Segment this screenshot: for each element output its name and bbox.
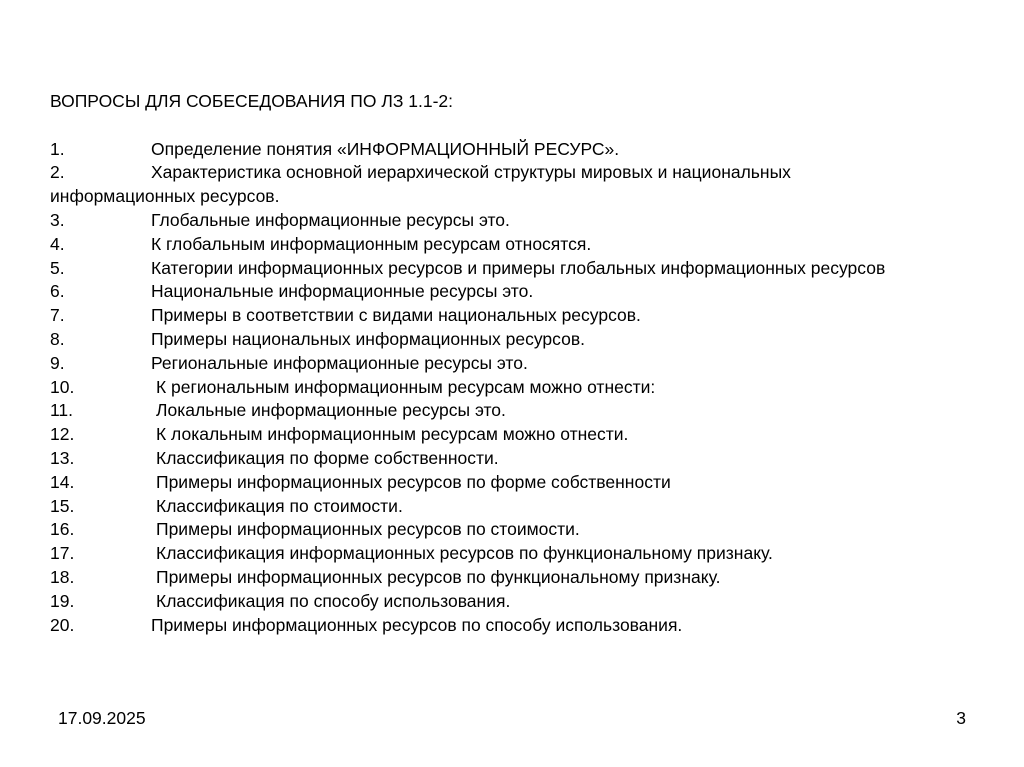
question-text-continuation: информационных ресурсов. <box>50 186 280 207</box>
question-item <box>50 566 1010 590</box>
question-text: Глобальные информационные ресурсы это. <box>151 209 510 230</box>
question-text: К локальным информационным ресурсам можно отнести. <box>156 424 629 445</box>
question-number: 19. <box>50 590 75 611</box>
question-item <box>50 376 1010 400</box>
question-text: Региональные информационные ресурсы это. <box>151 352 528 373</box>
question-text: Классификация информационных ресурсов по функциональному признаку. <box>156 543 773 564</box>
question-list <box>50 138 1010 638</box>
question-item <box>50 471 1010 495</box>
slide-content <box>50 90 1010 637</box>
question-text: Локальные информационные ресурсы это. <box>156 400 506 421</box>
question-number: 13. <box>50 447 75 468</box>
question-text: К региональным информационным ресурсам можно отнести: <box>156 376 656 397</box>
question-text: Характеристика основной иерархической структуры мировых и национальных <box>151 162 791 183</box>
question-text: Примеры информационных ресурсов по способу использования. <box>151 614 683 635</box>
question-item <box>50 614 1010 638</box>
question-number: 3. <box>50 209 65 230</box>
slide-heading: ВОПРОСЫ ДЛЯ СОБЕСЕДОВАНИЯ ПО ЛЗ 1.1-2: <box>50 91 454 111</box>
question-number: 15. <box>50 495 75 516</box>
question-number: 7. <box>50 305 65 326</box>
question-number: 6. <box>50 281 65 302</box>
question-item <box>50 590 1010 614</box>
question-number: 1. <box>50 138 65 159</box>
footer-date: 17.09.2025 <box>58 708 146 728</box>
question-text: Примеры информационных ресурсов по функциональному признаку. <box>156 566 721 587</box>
question-number: 5. <box>50 257 65 278</box>
question-text: Национальные информационные ресурсы это. <box>151 281 534 302</box>
question-text: Примеры в соответствии с видами национальных ресурсов. <box>151 305 641 326</box>
question-item <box>50 280 1010 304</box>
question-number: 10. <box>50 376 75 397</box>
question-text: Определение понятия «ИНФОРМАЦИОННЫЙ РЕСУРС». <box>151 138 620 159</box>
question-item <box>50 257 1010 281</box>
page-number: 3 <box>956 708 966 728</box>
question-number: 17. <box>50 543 75 564</box>
question-item <box>50 304 1010 328</box>
question-item <box>50 495 1010 519</box>
question-number: 9. <box>50 352 65 373</box>
question-item <box>50 138 1010 162</box>
question-number: 12. <box>50 424 75 445</box>
question-number: 14. <box>50 471 75 492</box>
question-item <box>50 399 1010 423</box>
question-number: 8. <box>50 328 65 349</box>
question-item <box>50 352 1010 376</box>
question-item <box>50 423 1010 447</box>
question-text: Примеры информационных ресурсов по стоимости. <box>156 519 580 540</box>
question-item <box>50 518 1010 542</box>
question-number: 20. <box>50 614 75 635</box>
question-number: 16. <box>50 519 75 540</box>
question-text: Классификация по форме собственности. <box>156 447 499 468</box>
question-text: Классификация по способу использования. <box>156 590 511 611</box>
question-item <box>50 209 1010 233</box>
question-text: Категории информационных ресурсов и примеры глобальных информационных ресурсов <box>151 257 886 278</box>
spacer <box>50 114 1010 138</box>
question-number: 2. <box>50 162 65 183</box>
question-item <box>50 447 1010 471</box>
question-item <box>50 542 1010 566</box>
question-text: Примеры национальных информационных ресурсов. <box>151 328 585 349</box>
question-number: 11. <box>50 400 74 421</box>
question-number: 18. <box>50 566 75 587</box>
question-text: Классификация по стоимости. <box>156 495 403 516</box>
question-number: 4. <box>50 233 65 254</box>
question-item <box>50 328 1010 352</box>
question-text: Примеры информационных ресурсов по форме собственности <box>156 471 671 492</box>
question-item <box>50 161 1010 209</box>
question-text: К глобальным информационным ресурсам относятся. <box>151 233 592 254</box>
question-item <box>50 233 1010 257</box>
